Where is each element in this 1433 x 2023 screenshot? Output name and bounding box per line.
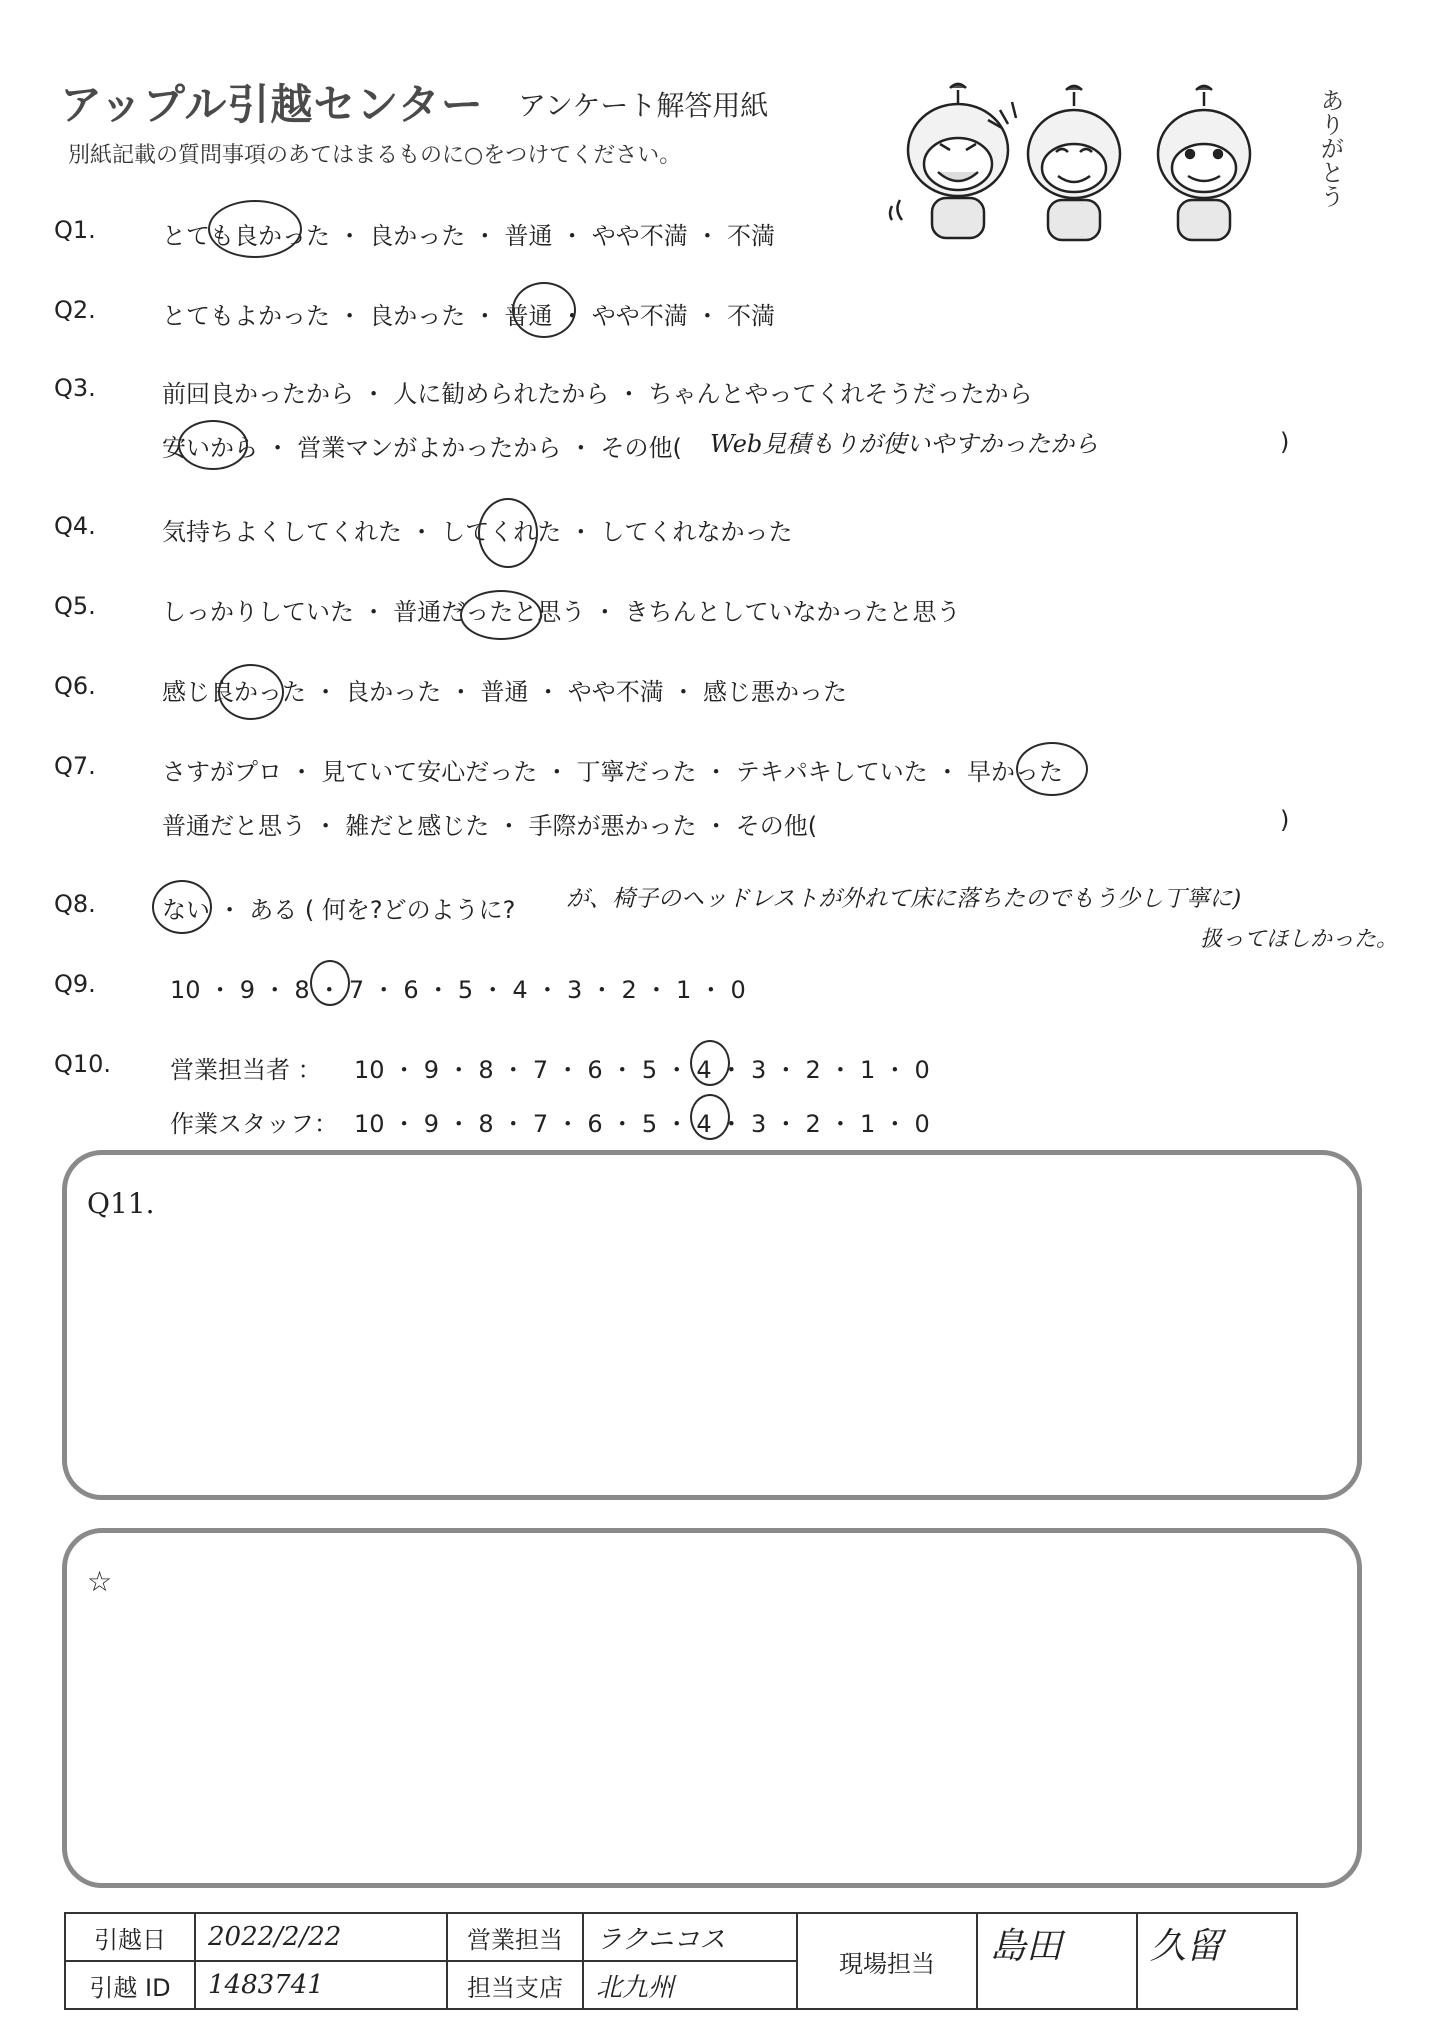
site-staff-label: 現場担当 bbox=[797, 1913, 977, 2009]
site-staff-2: 久留 bbox=[1137, 1913, 1297, 2009]
q5-number: Q5. bbox=[54, 592, 96, 620]
q7-number: Q7. bbox=[54, 752, 96, 780]
q3-line1: 前回良かったから ・ 人に勧められたから ・ ちゃんとやってくれそうだったから bbox=[162, 380, 1033, 408]
move-info-table bbox=[64, 1912, 1298, 2010]
q9-number: Q9. bbox=[54, 970, 96, 998]
q4-number: Q4. bbox=[54, 512, 96, 540]
q6-number: Q6. bbox=[54, 672, 96, 700]
q3-line2: 安いから ・ 営業マンがよかったから ・ その他( bbox=[162, 434, 682, 462]
mascot-illustration bbox=[880, 80, 1344, 250]
move-id-label: 引越 ID bbox=[65, 1961, 195, 2009]
survey-title: アップル引越センター bbox=[60, 80, 484, 129]
sales-rep-value: ラクニコス bbox=[583, 1913, 797, 1961]
q8-answer-line1: が、椅子のヘッドレストが外れて床に落ちたのでもう少し丁寧に) bbox=[566, 886, 1242, 912]
q11-box bbox=[62, 1150, 1362, 1500]
survey-subtitle: アンケート解答用紙 bbox=[518, 89, 769, 122]
q3-close-paren: ) bbox=[1280, 428, 1290, 456]
q8-number: Q8. bbox=[54, 890, 96, 918]
sales-rep-label: 営業担当 bbox=[447, 1913, 583, 1961]
move-date-label: 引越日 bbox=[65, 1913, 195, 1961]
q11-label: Q11. bbox=[87, 1187, 155, 1220]
q3-other-answer: Web見積もりが使いやすかったから bbox=[710, 430, 1099, 458]
q8-options: ない ・ ある ( 何を?どのように? bbox=[162, 896, 516, 924]
branch-label: 担当支店 bbox=[447, 1961, 583, 2009]
q9-scale: 10 ・ 9 ・ 8 ・ 7 ・ 6 ・ 5 ・ 4 ・ 3 ・ 2 ・ 1 ・ 0 bbox=[170, 976, 746, 1004]
q5-options: しっかりしていた ・ 普通だったと思う ・ きちんとしていなかったと思う bbox=[162, 598, 961, 626]
mascot-right bbox=[1158, 86, 1250, 240]
move-date-value: 2022/2/22 bbox=[195, 1913, 447, 1961]
q10-number: Q10. bbox=[54, 1050, 112, 1078]
q2-number: Q2. bbox=[54, 296, 96, 324]
star-box bbox=[62, 1528, 1362, 1888]
q4-options: 気持ちよくしてくれた ・ してくれた ・ してくれなかった bbox=[162, 518, 793, 546]
q10-staff-label: 作業スタッフ： bbox=[170, 1110, 338, 1138]
q10-sales-label: 営業担当者 ： bbox=[170, 1056, 322, 1084]
q3-number: Q3. bbox=[54, 374, 96, 402]
star-label: ☆ bbox=[87, 1565, 113, 1598]
site-staff-1: 島田 bbox=[977, 1913, 1137, 2009]
q6-options: 感じ良かった ・ 良かった ・ 普通 ・ やや不満 ・ 感じ悪かった bbox=[162, 678, 848, 706]
q8-answer-line2: 扱ってほしかった。 bbox=[1200, 927, 1399, 952]
q10-sales-scale: 10 ・ 9 ・ 8 ・ 7 ・ 6 ・ 5 ・ 4 ・ 3 ・ 2 ・ 1 ・ 0 bbox=[354, 1056, 930, 1084]
branch-value: 北九州 bbox=[583, 1961, 797, 2009]
thanks-text: ありがとう bbox=[1316, 88, 1344, 208]
q7-line2: 普通だと思う ・ 雑だと感じた ・ 手際が悪かった ・ その他( bbox=[162, 812, 818, 840]
q10-staff-scale: 10 ・ 9 ・ 8 ・ 7 ・ 6 ・ 5 ・ 4 ・ 3 ・ 2 ・ 1 ・ 0 bbox=[354, 1110, 930, 1138]
q1-number: Q1. bbox=[54, 216, 96, 244]
q7-line1: さすがプロ ・ 見ていて安心だった ・ 丁寧だった ・ テキパキしていた ・ 早かった bbox=[162, 758, 1064, 786]
q7-close-paren: ) bbox=[1280, 806, 1290, 834]
mascot-left bbox=[890, 84, 1008, 238]
move-id-value: 1483741 bbox=[195, 1961, 447, 2009]
q2-options: とてもよかった ・ 良かった ・ 普通 ・ やや不満 ・ 不満 bbox=[162, 302, 776, 330]
mascot-center bbox=[988, 86, 1120, 240]
instruction-text: 別紙記載の質問事項のあてはまるものに○をつけてください。 bbox=[68, 143, 682, 168]
q1-options: とても良かった ・ 良かった ・ 普通 ・ やや不満 ・ 不満 bbox=[162, 222, 776, 250]
